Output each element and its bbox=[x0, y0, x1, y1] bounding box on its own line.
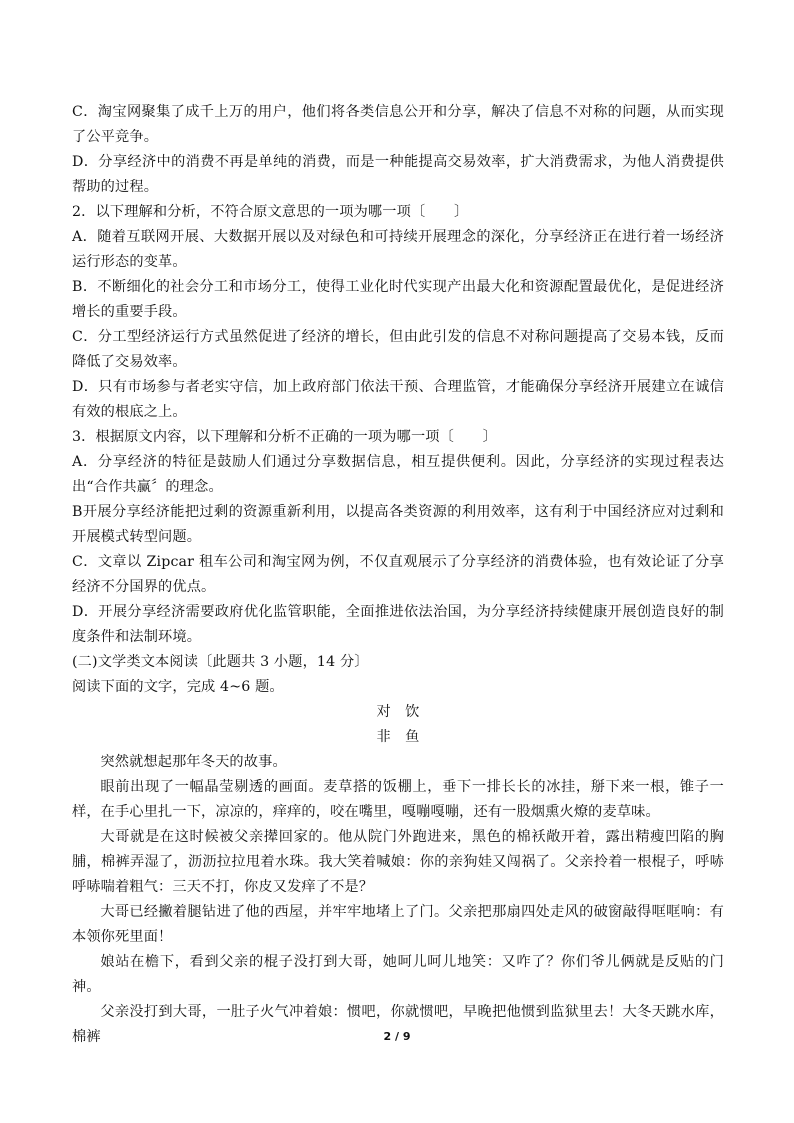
q1-option-c: C．淘宝网聚集了成千上万的用户，他们将各类信息公开和分享，解决了信息不对称的问题，从而实现了公平竞争。 bbox=[72, 104, 724, 145]
page-number: 2 / 9 bbox=[383, 1030, 411, 1043]
story-paragraph: 突然就想起那年冬天的故事。 bbox=[100, 754, 287, 770]
q2-option-d: D．只有市场参与者老实守信，加上政府部门依法干预、合理监管，才能确保分享经济开展建立在诚信有效的根底之上。 bbox=[72, 379, 724, 420]
q2-stem: 2．以下理解和分析，不符合原文意思的一项为哪一项〔 〕 bbox=[72, 204, 469, 220]
document-body bbox=[72, 100, 724, 1050]
section-instruction: 阅读下面的文字，完成 4~6 题。 bbox=[72, 679, 284, 695]
story-paragraph: 眼前出现了一幅晶莹剔透的画面。麦草搭的饭棚上，垂下一排长长的冰挂，掰下来一根，锥子一样，在手心里扎一下，凉凉的，痒痒的，咬在嘴里，嘎嘣嘎嘣，还有一股烟熏火燎的麦草味。 bbox=[72, 779, 724, 820]
q3-option-a: A．分享经济的特征是鼓励人们通过分享数据信息，相互提供便利。因此，分享经济的实现过程表达出“合作共赢〞的理念。 bbox=[72, 454, 724, 495]
story-paragraph: 娘站在檐下，看到父亲的棍子没打到大哥，她呵儿呵儿地笑：又咋了？你们爷儿俩就是反贴的门神。 bbox=[72, 954, 724, 995]
story-title: 对 饮 bbox=[376, 704, 420, 720]
story-paragraph: 大哥就是在这时候被父亲撵回家的。他从院门外跑进来，黑色的棉袄敞开着，露出精瘦凹陷的胸脯，棉裤弄湿了，沥沥拉拉甩着水珠。我大笑着喊娘：你的亲狗娃又闯祸了。父亲拎着一根棍子，呼哧呼哧喘着粗气：三天不打，你皮又发痒了不是？ bbox=[72, 829, 724, 895]
story-author: 非 鱼 bbox=[376, 729, 420, 745]
q3-stem: 3．根据原文内容，以下理解和分析不正确的一项为哪一项〔 〕 bbox=[72, 429, 497, 445]
q1-option-d: D．分享经济中的消费不再是单纯的消费，而是一种能提高交易效率，扩大消费需求，为他人消费提供帮助的过程。 bbox=[72, 154, 724, 195]
q2-option-a: A．随着互联网开展、大数据开展以及对绿色和可持续开展理念的深化，分享经济正在进行着一场经济运行形态的变革。 bbox=[72, 229, 724, 270]
q2-option-c: C．分工型经济运行方式虽然促进了经济的增长，但由此引发的信息不对称问题提高了交易本钱，反而降低了交易效率。 bbox=[72, 329, 724, 370]
q3-option-c: C．文章以 Zipcar 租车公司和淘宝网为例，不仅直观展示了分享经济的消费体验，也有效论证了分享经济不分国界的优点。 bbox=[72, 554, 724, 595]
q3-option-b: B开展分享经济能把过剩的资源重新利用，以提高各类资源的利用效率，这有利于中国经济应对过剩和开展模式转型问题。 bbox=[72, 504, 724, 545]
q3-option-d: D．开展分享经济需要政府优化监管职能，全面推进依法治国，为分享经济持续健康开展创造良好的制度条件和法制环境。 bbox=[72, 604, 724, 645]
story-paragraph: 父亲没打到大哥，一肚子火气冲着娘：惯吧，你就惯吧，早晚把他惯到监狱里去！大冬天跳水库，棉裤 bbox=[72, 1004, 724, 1045]
section-heading: (二)文学类文本阅读〔此题共 3 小题，14 分〕 bbox=[72, 654, 369, 670]
story-paragraph: 大哥已经撇着腿钻进了他的西屋，并牢牢地堵上了门。父亲把那扇四处走风的破窗敲得哐哐响：有本领你死里面！ bbox=[72, 904, 724, 945]
q2-option-b: B．不断细化的社会分工和市场分工，使得工业化时代实现产出最大化和资源配置最优化，是促进经济增长的重要手段。 bbox=[72, 279, 724, 320]
